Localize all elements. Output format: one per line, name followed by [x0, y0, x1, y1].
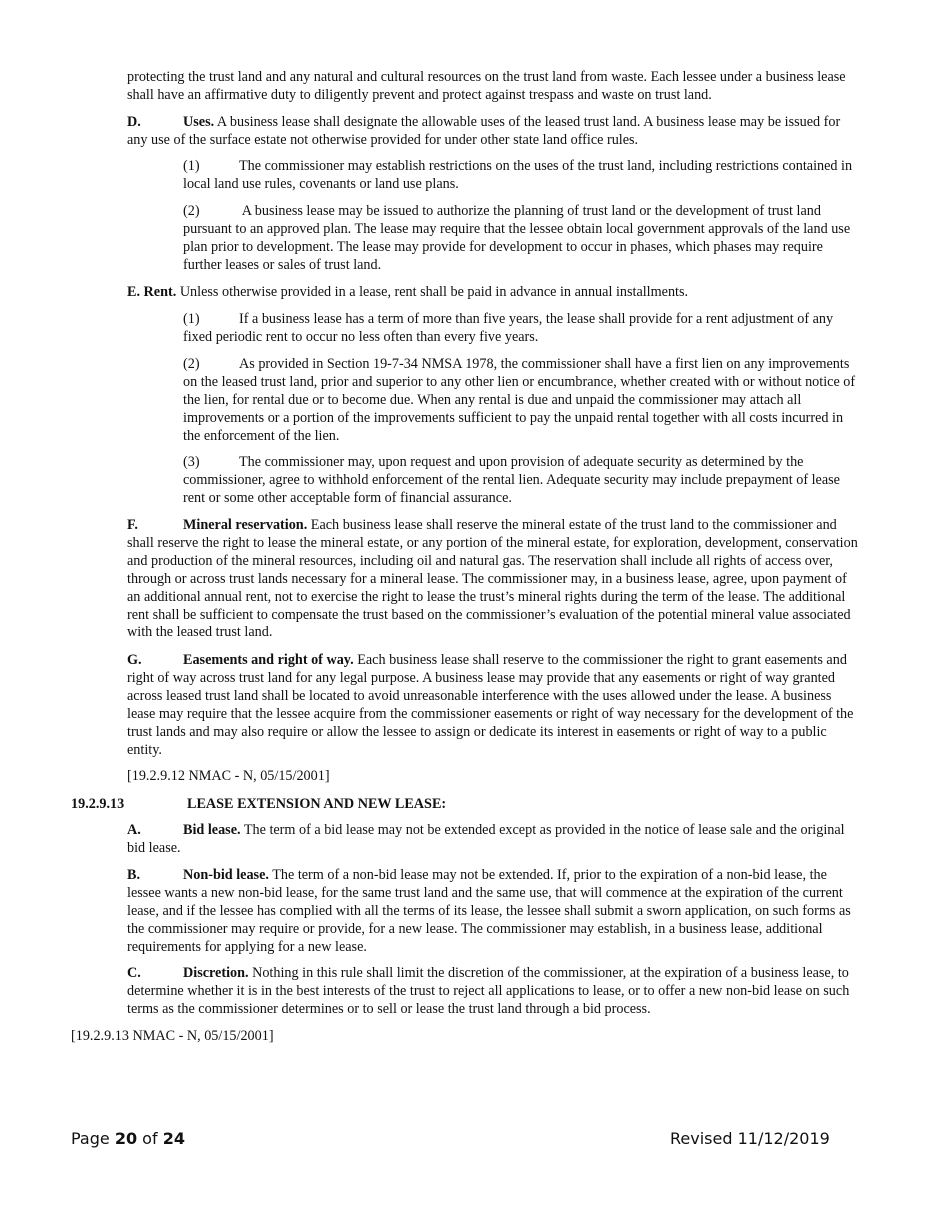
paragraph-e1 — [183, 311, 863, 347]
paragraph-e3 — [183, 454, 863, 508]
subsection-f-label: F. — [127, 517, 138, 533]
subsection-c13-label: C. — [127, 965, 141, 981]
paragraph-e1-text: If a business lease has a term of more than five years, the lease shall provide for a rent adjustment of any fixed periodic rent to occur no less often than every five years. — [183, 311, 834, 345]
history-note-12: [19.2.9.12 NMAC - N, 05/15/2001] — [127, 768, 330, 784]
subsection-c13-heading: Discretion. — [183, 965, 249, 981]
subsection-d-label: D. — [127, 114, 141, 130]
paragraph-e2-text: As provided in Section 19-7-34 NMSA 1978, the commissioner shall have a first lien on any improvements on the leased trust land, prior and superior to any other lien or encumbrance, whether created with or without notice of the lien, for rental due or to become due. When any rental is due and unpaid the commissioner may attach all improvements or a portion of the improvements sufficient to pay the unpaid rental together with all costs incurred in the enforcement of the lien. — [183, 356, 856, 444]
subsection-g-label: G. — [127, 652, 142, 668]
subsection-a13 — [127, 822, 862, 858]
revision-date: Revised 11/12/2019 — [670, 1129, 830, 1148]
subsection-d-text: A business lease shall designate the allowable uses of the leased trust land. A business lease may be issued for any use of the surface estate not otherwise provided for under other state land office rules. — [127, 114, 841, 148]
subsection-f-text: Each business lease shall reserve the mineral estate of the trust land to the commissioner and shall reserve the right to lease the mineral estate, or any portion of the mineral estate, for exploration, development, conservation and production of the mineral resources, including oil and natural gas. The reservation shall include all rights of access over, through or across trust lands necessary for a mineral lease. The commissioner may, in a business lease, agree, upon payment of an additional annual rent, not to exercise the right to lease the trust’s mineral rights during the term of the lease. The additional rent shall be sufficient to compensate the trust based on the commissioner’s evaluation of the potential mineral value associated with the leased trust land. — [127, 517, 858, 641]
subsection-e — [127, 284, 862, 302]
paragraph-d1 — [183, 158, 863, 194]
section-title: LEASE EXTENSION AND NEW LEASE: — [187, 796, 447, 812]
subsection-a13-heading: Bid lease. — [183, 822, 241, 838]
paragraph-e3-label: (3) — [183, 454, 200, 470]
subsection-e-text: Unless otherwise provided in a lease, rent shall be paid in advance in annual installments. — [176, 284, 689, 300]
subsection-d-heading: Uses. — [183, 114, 215, 130]
paragraph-e3-text: The commissioner may, upon request and upon provision of adequate security as determined by the commissioner, agree to withhold enforcement of the rental lien. Adequate security may include prepayment of lease rent or some other acceptable form of financial assurance. — [183, 454, 840, 506]
subsection-d — [127, 114, 862, 150]
subsection-g-heading: Easements and right of way. — [183, 652, 354, 668]
paragraph-d1-text: The commissioner may establish restrictions on the uses of the trust land, including restrictions contained in local land use rules, covenants or land use plans. — [183, 158, 853, 192]
paragraph-e1-label: (1) — [183, 311, 200, 327]
total-pages: 24 — [162, 1129, 185, 1148]
of-word: of — [137, 1129, 163, 1148]
subsection-b13-heading: Non-bid lease. — [183, 867, 269, 883]
subsection-a13-label: A. — [127, 822, 141, 838]
page-word: Page — [71, 1129, 115, 1148]
page-number — [71, 1130, 185, 1148]
subsection-c13 — [127, 965, 862, 1019]
paragraph-e2-label: (2) — [183, 356, 200, 372]
subsection-f-heading: Mineral reservation. — [183, 517, 308, 533]
paragraph-intro: protecting the trust land and any natural and cultural resources on the trust land from waste. Each lessee under a business lease shall have an affirmative duty to diligently prevent and protect against trespass and waste on trust land. — [127, 69, 846, 103]
subsection-e-heading: E. Rent. — [127, 284, 177, 300]
subsection-g — [127, 652, 862, 759]
paragraph-d2-text: A business lease may be issued to authorize the planning of trust land or the development of trust land pursuant to an approved plan. The lease may require that the lessee obtain local government approvals of the land use plan prior to development. The lease may provide for development to occur in phases, which phases may require further leases or sales of trust land. — [183, 203, 851, 273]
subsection-c13-text: Nothing in this rule shall limit the discretion of the commissioner, at the expiration of a business lease, to determine whether it is in the best interests of the trust to reject all applications to lease, or to offer a new non-bid lease on such terms as the commissioner determines or to sell or lease the trust land through a bid process. — [127, 965, 850, 1017]
subsection-f — [127, 517, 862, 642]
paragraph-d2-label: (2) — [183, 203, 200, 219]
paragraph-e2 — [183, 356, 863, 446]
subsection-g-text: Each business lease shall reserve to the commissioner the right to grant easements and right of way across trust land for any legal purpose. A business lease may provide that any easements or right of way granted across leased trust land shall be located to avoid unreasonable interference with the uses allowed under the lease. A business lease may require that the lessee acquire from the commissioner easements or right of way necessary for the development of the trust lands and may also require or allow the lessee to assign or dedicate its interest in easements or right of way to a public entity. — [127, 652, 854, 758]
paragraph-d2 — [183, 203, 863, 275]
current-page: 20 — [114, 1129, 138, 1148]
history-note-13: [19.2.9.13 NMAC - N, 05/15/2001] — [71, 1028, 274, 1044]
subsection-b13-text: The term of a non-bid lease may not be extended. If, prior to the expiration of a non-bid lease, the lessee wants a new non-bid lease, for the same trust land and the same use, that will commence at the expiration of the current lease, and if the lessee has complied with all the terms of its lease, the lessee shall submit a sworn application, on such forms as the commissioner may require or provide, for a new lease. The commissioner may establish, in a business lease, additional requirements for applying for a new lease. — [127, 867, 851, 955]
subsection-b13 — [127, 867, 862, 957]
section-number: 19.2.9.13 — [71, 796, 125, 812]
subsection-b13-label: B. — [127, 867, 141, 883]
subsection-a13-text: The term of a bid lease may not be extended except as provided in the notice of lease sale and the original bid lease. — [127, 822, 845, 856]
paragraph-d1-label: (1) — [183, 158, 200, 174]
